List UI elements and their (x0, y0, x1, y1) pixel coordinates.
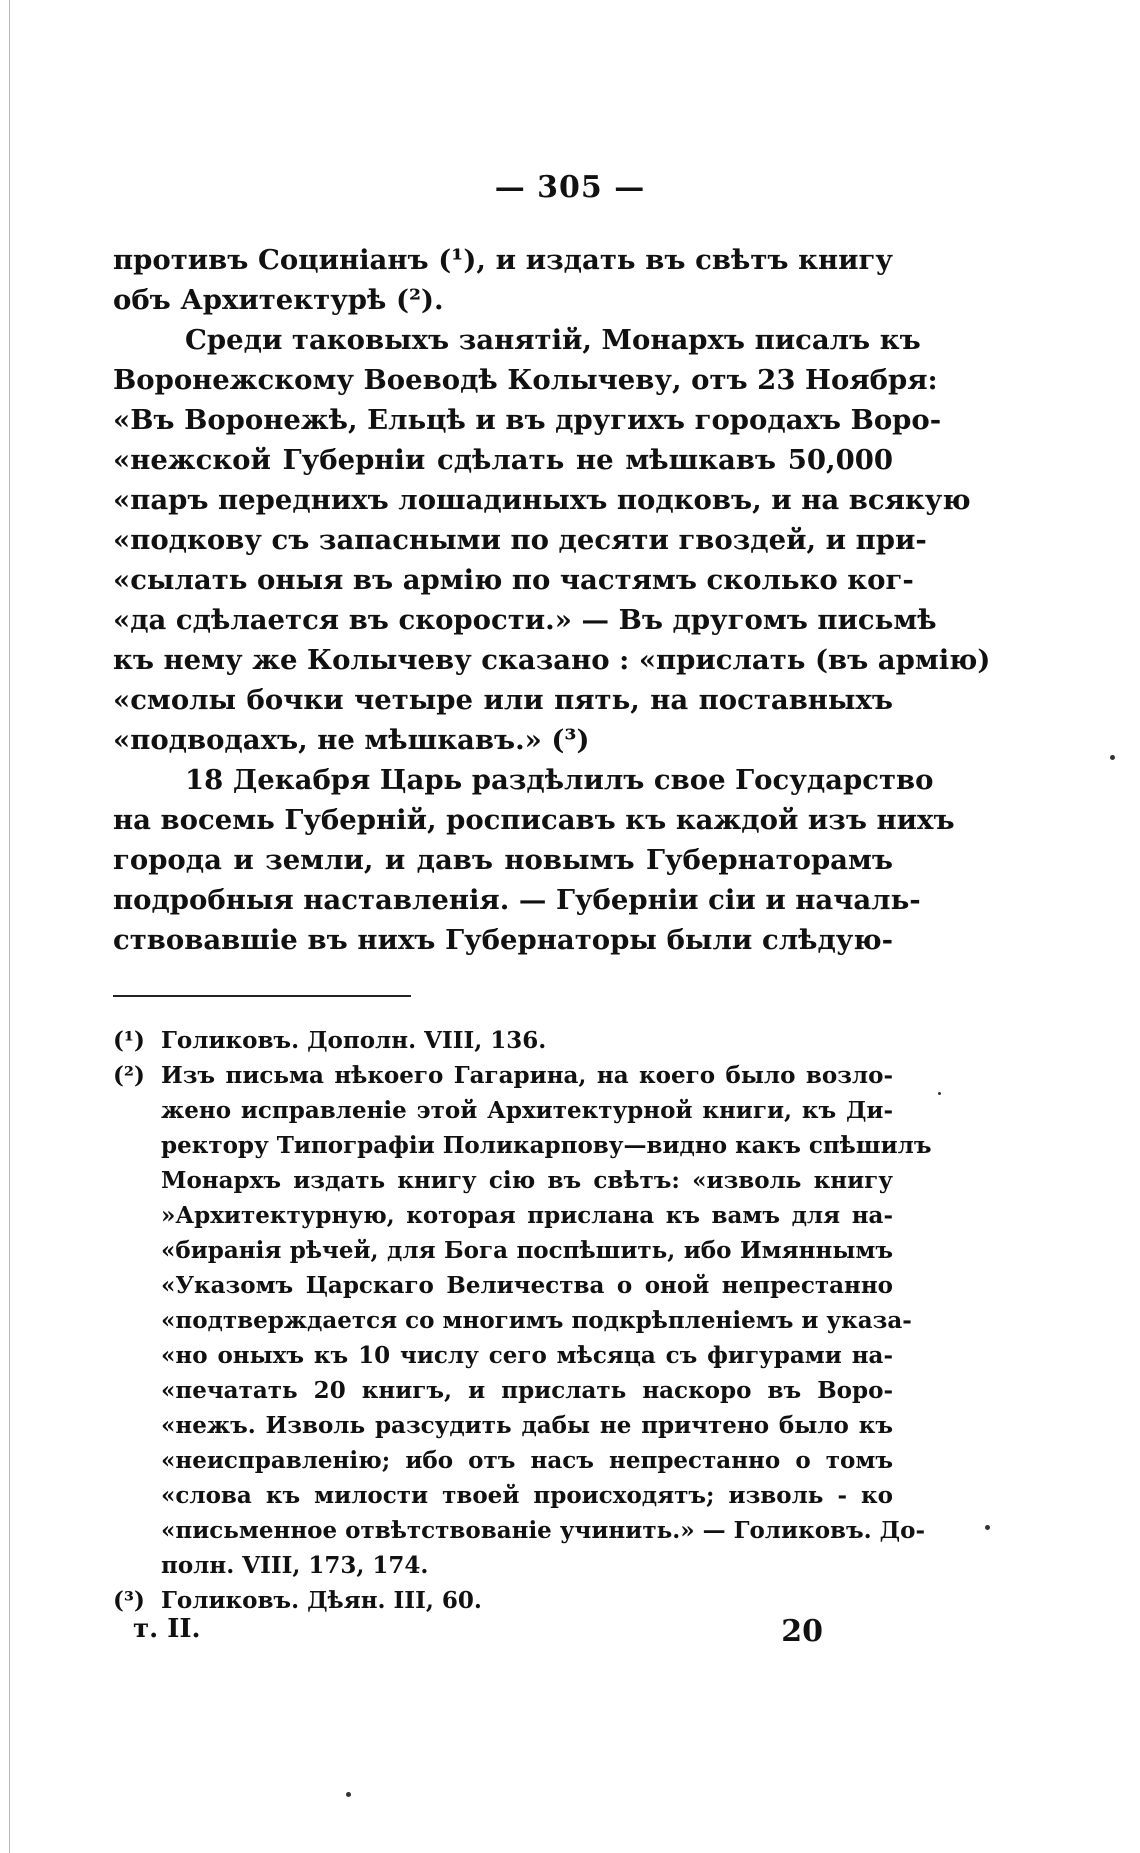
footnote-line: «нежъ. Изволь разсудить дабы не причтено было къ (161, 1412, 893, 1439)
footnote-1 (113, 1023, 893, 1058)
footnote-marker: (¹) (113, 1027, 145, 1054)
text-line: къ нему же Колычеву сказано : «прислать (въ армію) (113, 644, 991, 676)
footnote-line: жено исправленіе этой Архитектурной книги, къ Ди- (161, 1097, 893, 1124)
text-line: ствовавшіе въ нихъ Губернаторы были слѣдую- (113, 924, 893, 956)
text-line: «смолы бочки четыре или пять, на поставныхъ (113, 684, 893, 716)
text-line: «нежской Губерніи сдѣлать не мѣшкавъ 50,000 (113, 444, 893, 476)
footnote-line: «но оныхъ къ 10 числу сего мѣсяца съ фигурами на- (161, 1342, 893, 1369)
text-line: подробныя наставленія. — Губерніи сіи и началь- (113, 884, 921, 916)
text-line: «подкову съ запасными по десяти гвоздей, и при- (113, 524, 927, 556)
footnote-line: «Указомъ Царскаго Величества о оной непрестанно (161, 1272, 893, 1299)
footnote-line: »Архитектурную, которая прислана къ вамъ для на- (161, 1202, 893, 1229)
footnote-line: полн. VIII, 173, 174. (161, 1552, 429, 1579)
text-line: «Въ Воронежѣ, Ельцѣ и въ другихъ городахъ Воро- (113, 404, 942, 436)
ink-speck (1110, 755, 1115, 760)
text-line: «подводахъ, не мѣшкавъ.» (³) (113, 724, 590, 756)
footnote-2 (113, 1058, 932, 1583)
footnote-marker: (³) (113, 1587, 145, 1614)
footnote-3 (113, 1583, 893, 1618)
main-text (113, 240, 991, 960)
text-line: противъ Социніанъ (¹), и издать въ свѣтъ книгу (113, 244, 893, 276)
text-line: «сылать оныя въ армію по частямъ сколько ког- (113, 564, 914, 596)
footnote-divider (113, 995, 411, 997)
footnote-text: Голиковъ. Дѣян. III, 60. (161, 1587, 482, 1614)
footnote-line: «письменное отвѣтствованіе учинить.» — Голиковъ. До- (161, 1517, 926, 1544)
text-line: объ Архитектурѣ (²). (113, 284, 444, 316)
footnote-line (113, 1058, 893, 1093)
footnote-line: «подтверждается со многимъ подкрѣпленіемъ и указа- (161, 1307, 912, 1334)
page-number: — 305 — (494, 170, 646, 205)
text-line: на восемь Губерній, росписавъ къ каждой изъ нихъ (113, 804, 955, 836)
ink-speck (346, 1792, 351, 1797)
footnotes (113, 1023, 932, 1618)
footnote-line: «биранія рѣчей, для Бога поспѣшить, ибо Имяннымъ (161, 1237, 893, 1264)
text-line: Воронежскому Воеводѣ Колычеву, отъ 23 Ноября: (113, 364, 938, 396)
signature-mark: 20 (781, 1614, 823, 1649)
footnote-line: «слова къ милости твоей происходятъ; изволь - ко (161, 1482, 893, 1509)
text-line: Среди таковыхъ занятій, Монархъ писалъ къ (185, 324, 921, 356)
footnote-line: «неисправленію; ибо отъ насъ непрестанно о томъ (161, 1447, 893, 1474)
ink-speck (985, 1525, 990, 1530)
text-line: 18 Декабря Царь раздѣлилъ свое Государство (185, 764, 934, 796)
volume-mark: т. II. (133, 1614, 201, 1644)
ink-speck (938, 1092, 941, 1095)
footnote-text: Голиковъ. Дополн. VIII, 136. (161, 1027, 547, 1054)
page-edge-line (9, 0, 10, 1853)
footnote-line (113, 1583, 893, 1618)
footnote-marker: (²) (113, 1062, 145, 1089)
footnote-line: Монархъ издать книгу сію въ свѣтъ: «изволь книгу (161, 1167, 893, 1194)
text-line: города и земли, и давъ новымъ Губернаторамъ (113, 844, 893, 876)
text-line: «паръ переднихъ лошадиныхъ подковъ, и на всякую (113, 484, 971, 516)
footnote-text: Изъ письма нѣкоего Гагарина, на коего было возло- (161, 1062, 893, 1089)
footnote-line: «печатать 20 книгъ, и прислать наскоро въ Воро- (161, 1377, 893, 1404)
footnote-line (113, 1023, 893, 1058)
footnote-line: ректору Типографіи Поликарпову—видно какъ спѣшилъ (161, 1132, 932, 1159)
text-line: «да сдѣлается въ скорости.» — Въ другомъ письмѣ (113, 604, 937, 636)
